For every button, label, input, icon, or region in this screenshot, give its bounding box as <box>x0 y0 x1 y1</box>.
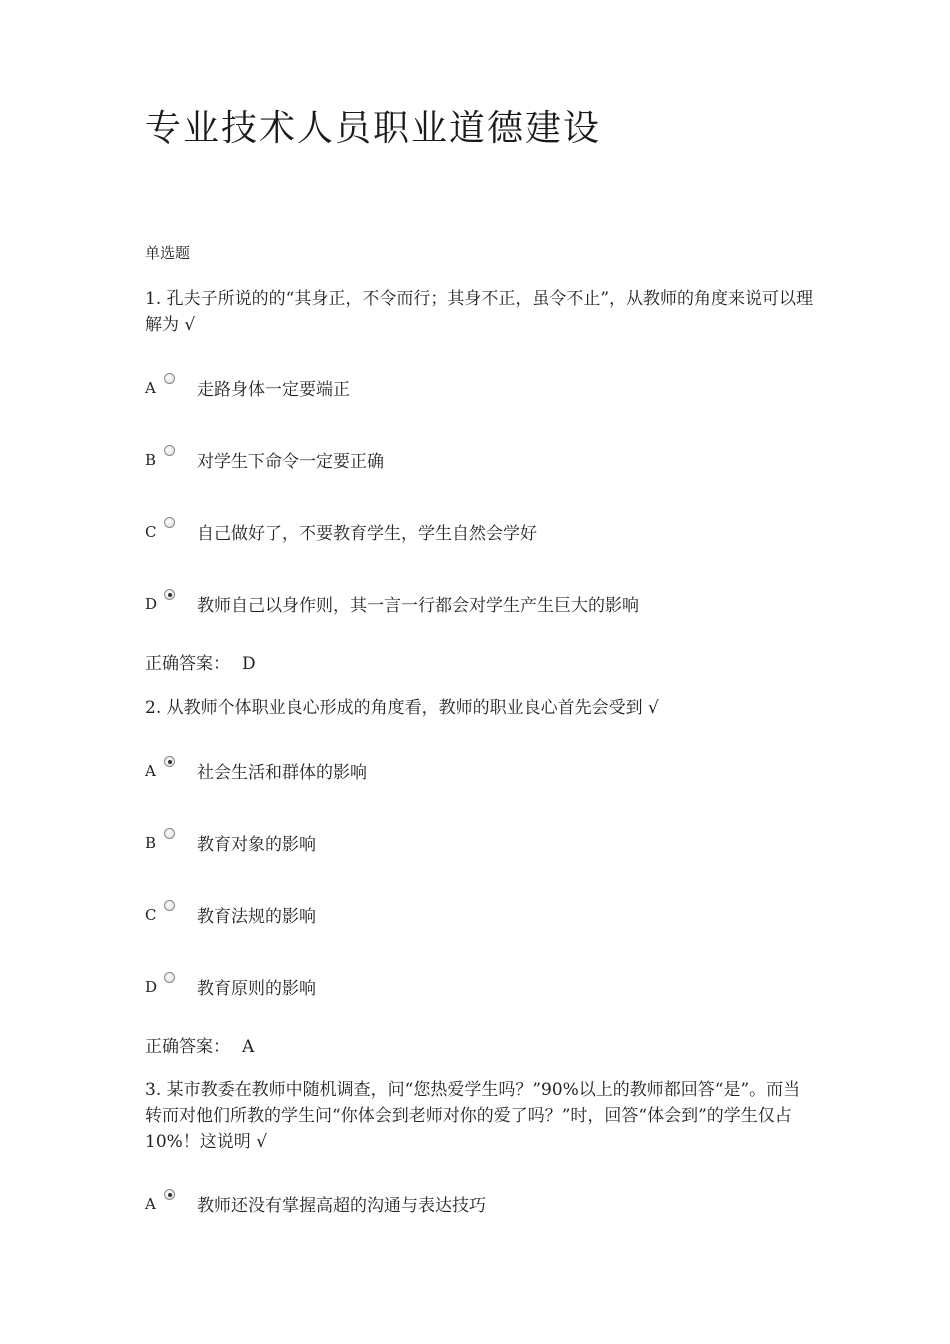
answer-value: D <box>242 654 256 674</box>
radio-button[interactable] <box>164 445 175 456</box>
option-text: 教育原则的影响 <box>197 979 316 999</box>
radio-button[interactable] <box>164 1189 175 1200</box>
option-text: 教育法规的影响 <box>197 907 316 927</box>
option-text: 教师自己以身作则，其一言一行都会对学生产生巨大的影响 <box>197 596 639 616</box>
option-letter: C <box>145 906 157 924</box>
question-2: 2. 从教师个体职业良心形成的角度看，教师的职业良心首先会受到 √ <box>145 698 659 718</box>
option-letter: A <box>145 1195 156 1213</box>
correct-answer-1 <box>145 649 256 674</box>
option-text: 教师还没有掌握高超的沟通与表达技巧 <box>197 1196 486 1216</box>
option-letter: B <box>145 834 157 852</box>
answer-label: 正确答案： <box>145 1037 230 1057</box>
radio-button[interactable] <box>164 756 175 767</box>
option-text: 走路身体一定要端正 <box>197 380 350 400</box>
option-text: 对学生下命令一定要正确 <box>197 452 384 472</box>
answer-value: A <box>242 1037 255 1057</box>
radio-button[interactable] <box>164 517 175 528</box>
option-letter: D <box>145 978 158 996</box>
option-letter: A <box>145 762 156 780</box>
radio-button[interactable] <box>164 900 175 911</box>
option-text: 教育对象的影响 <box>197 835 316 855</box>
option-letter: A <box>145 379 156 397</box>
section-label: 单选题 <box>145 244 191 262</box>
option-letter: B <box>145 451 157 469</box>
option-letter: C <box>145 523 157 541</box>
radio-button[interactable] <box>164 972 175 983</box>
question-3: 3. 某市教委在教师中随机调查，问“您热爱学生吗？”90%以上的教师都回答“是”。而当转而对他们所教的学生问“你体会到老师对你的爱了吗？”时，回答“体会到”的学生仅占10%！这说明 √ <box>145 1080 801 1152</box>
option-letter: D <box>145 595 158 613</box>
option-text: 社会生活和群体的影响 <box>197 763 367 783</box>
option-text: 自己做好了，不要教育学生，学生自然会学好 <box>197 524 537 544</box>
radio-button[interactable] <box>164 589 175 600</box>
correct-answer-2 <box>145 1032 254 1057</box>
radio-button[interactable] <box>164 373 175 384</box>
question-1: 1. 孔夫子所说的的“其身正，不令而行；其身不正，虽令不止”，从教师的角度来说可以理解为 √ <box>145 289 814 335</box>
page-title: 专业技术人员职业道德建设 <box>145 108 602 149</box>
radio-button[interactable] <box>164 828 175 839</box>
answer-label: 正确答案： <box>145 654 230 674</box>
